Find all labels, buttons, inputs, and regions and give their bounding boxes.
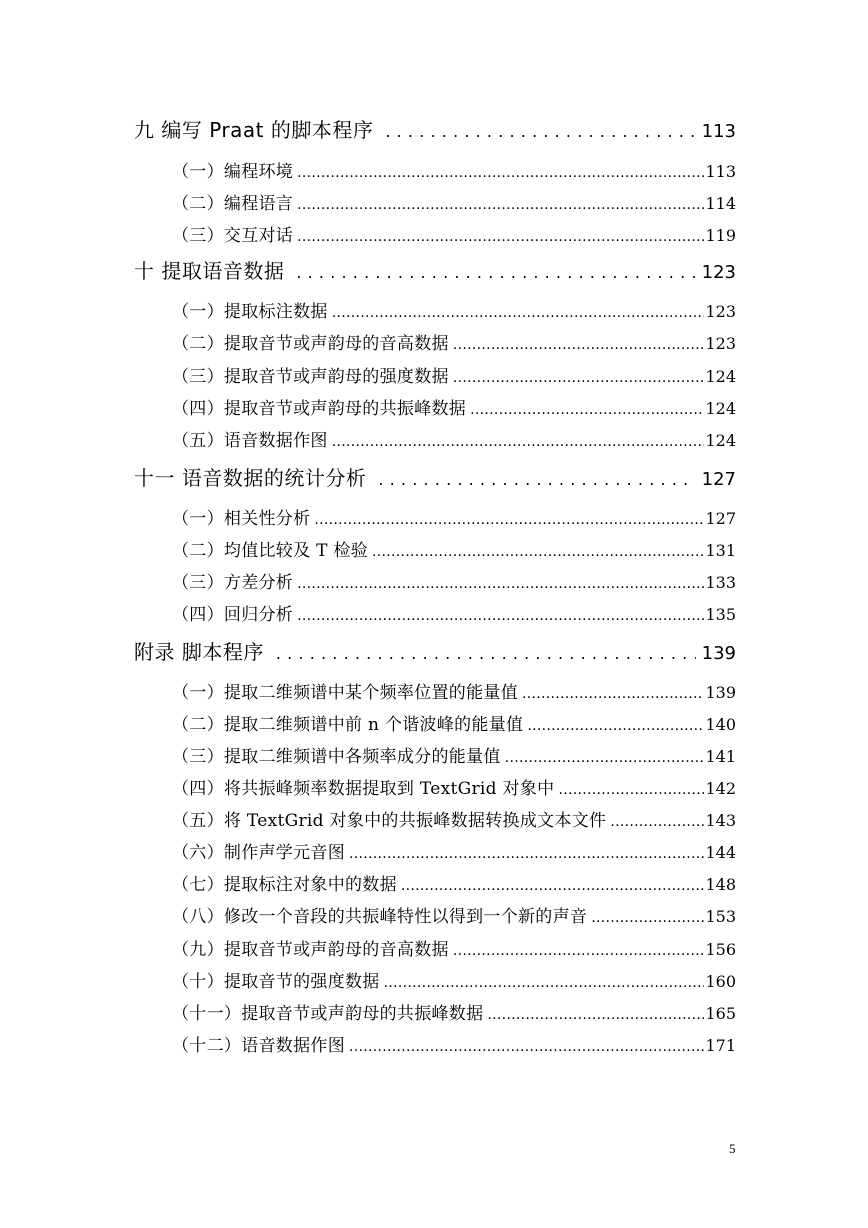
page-number: 5 [729,1141,736,1156]
dot-leader [505,750,705,766]
toc-section-entry[interactable] [172,806,736,831]
dot-leader [314,512,704,528]
dot-leader [332,305,705,321]
toc-entry-label: （一）相关性分析 [172,509,311,529]
toc-entry-label: （二）均值比较及 T 检验 [172,541,369,561]
toc-entry-label: （三）方差分析 [172,573,294,593]
toc-entry-page: 143 [705,811,736,830]
toc-chapter-entry[interactable] [134,462,736,491]
dot-leader [384,975,705,991]
toc-entry-page: 114 [705,194,736,213]
dot-leader [401,878,705,894]
toc-entry-page: 153 [705,907,736,926]
toc-entry-label: （八）修改一个音段的共振峰特性以得到一个新的声音 [172,907,588,927]
toc-entry-label: （十二）语音数据作图 [172,1036,345,1056]
toc-section-entry[interactable] [172,297,736,322]
toc-entry-page: 148 [705,875,736,894]
toc-section-entry[interactable] [172,902,736,927]
dot-leader [527,718,704,734]
dot-leader [349,846,704,862]
toc-entry-page: 160 [705,972,736,991]
toc-entry-page: 135 [705,605,736,624]
toc-entry-page: 165 [705,1004,736,1023]
toc-section-entry[interactable] [172,504,736,529]
toc-entry-page: 144 [705,843,736,862]
toc-entry-page: 123 [705,302,736,321]
dot-leader [276,644,696,663]
dot-leader [522,686,704,702]
toc-entry-page: 142 [705,779,736,798]
toc-section-entry[interactable] [172,536,736,561]
dot-leader [297,608,704,624]
toc-entry-page: 124 [705,367,736,386]
toc-entry-label: （五）将 TextGrid 对象中的共振峰数据转换成文本文件 [172,811,607,831]
toc-entry-page: 156 [705,940,736,959]
toc-entry-label: （三）提取二维频谱中各频率成分的能量值 [172,747,501,767]
dot-leader [558,782,704,798]
toc-section-entry[interactable] [172,362,736,387]
dot-leader [610,814,704,830]
toc-section-entry[interactable] [172,870,736,895]
toc-entry-label: 九 编写 Praat 的脚本程序 [134,118,374,142]
toc-section-entry[interactable] [172,394,736,419]
toc-entry-label: （四）回归分析 [172,605,294,625]
toc-section-entry[interactable] [172,189,736,214]
dot-leader [297,197,704,213]
toc-entry-label: （四）将共振峰频率数据提取到 TextGrid 对象中 [172,779,555,799]
dot-leader [453,370,705,386]
toc-entry-page: 139 [705,683,736,702]
toc-entry-label: 十一 语音数据的统计分析 [134,466,367,490]
toc-entry-page: 113 [701,121,736,142]
toc-entry-label: （二）编程语言 [172,194,294,214]
dot-leader [385,122,695,141]
dot-leader [453,337,705,353]
toc-section-entry[interactable] [172,329,736,354]
toc-section-entry[interactable] [172,568,736,593]
toc-entry-label: （九）提取音节或声韵母的音高数据 [172,940,449,960]
toc-section-entry[interactable] [172,221,736,246]
toc-entry-page: 119 [705,226,736,245]
toc-entry-page: 133 [705,573,736,592]
toc-entry-label: （十）提取音节的强度数据 [172,972,380,992]
toc-section-entry[interactable] [172,999,736,1024]
toc-entry-label: （二）提取音节或声韵母的音高数据 [172,334,449,354]
toc-entry-label: （三）交互对话 [172,226,294,246]
toc-chapter-entry[interactable] [134,114,736,143]
dot-leader [297,576,704,592]
toc-section-entry[interactable] [172,600,736,625]
toc-section-entry[interactable] [172,426,736,451]
toc-section-entry[interactable] [172,678,736,703]
toc-entry-label: （二）提取二维频谱中前 n 个谐波峰的能量值 [172,715,524,735]
toc-entry-label: （四）提取音节或声韵母的共振峰数据 [172,399,467,419]
toc-entry-label: （五）语音数据作图 [172,431,328,451]
dot-leader [349,1039,704,1055]
toc-chapter-entry[interactable] [134,636,736,665]
toc-section-entry[interactable] [172,710,736,735]
toc-entry-page: 124 [705,431,736,450]
dot-leader [297,229,704,245]
toc-entry-label: （一）编程环境 [172,162,294,182]
toc-section-entry[interactable] [172,967,736,992]
toc-entry-page: 140 [705,715,736,734]
dot-leader [453,943,705,959]
toc-entry-page: 123 [705,334,736,353]
dot-leader [332,434,705,450]
toc-section-entry[interactable] [172,157,736,182]
toc-chapter-entry[interactable] [134,255,736,284]
dot-leader [296,263,695,282]
toc-section-entry[interactable] [172,774,736,799]
toc-section-entry[interactable] [172,838,736,863]
dot-leader [470,402,704,418]
toc-entry-label: （一）提取标注数据 [172,302,328,322]
dot-leader [378,470,695,489]
toc-entry-page: 124 [705,399,736,418]
dot-leader [297,165,704,181]
toc-entry-label: 附录 脚本程序 [134,640,264,664]
dot-leader [372,544,704,560]
dot-leader [591,910,704,926]
toc-entry-page: 127 [701,469,736,490]
toc-entry-label: （一）提取二维频谱中某个频率位置的能量值 [172,683,518,703]
toc-entry-page: 127 [705,509,736,528]
toc-entry-label: （十一）提取音节或声韵母的共振峰数据 [172,1004,484,1024]
toc-entry-label: （七）提取标注对象中的数据 [172,875,397,895]
dot-leader [487,1007,704,1023]
toc-section-entry[interactable] [172,742,736,767]
toc-entry-page: 139 [701,643,736,664]
toc-entry-label: （六）制作声学元音图 [172,843,345,863]
toc-entry-page: 141 [705,747,736,766]
toc-section-entry[interactable] [172,935,736,960]
toc-entry-label: （三）提取音节或声韵母的强度数据 [172,367,449,387]
toc-entry-page: 131 [705,541,736,560]
toc-entry-page: 123 [701,262,736,283]
toc-entry-label: 十 提取语音数据 [134,259,285,283]
toc-entry-page: 171 [705,1036,736,1055]
toc-entry-page: 113 [705,162,736,181]
toc-section-entry[interactable] [172,1031,736,1056]
